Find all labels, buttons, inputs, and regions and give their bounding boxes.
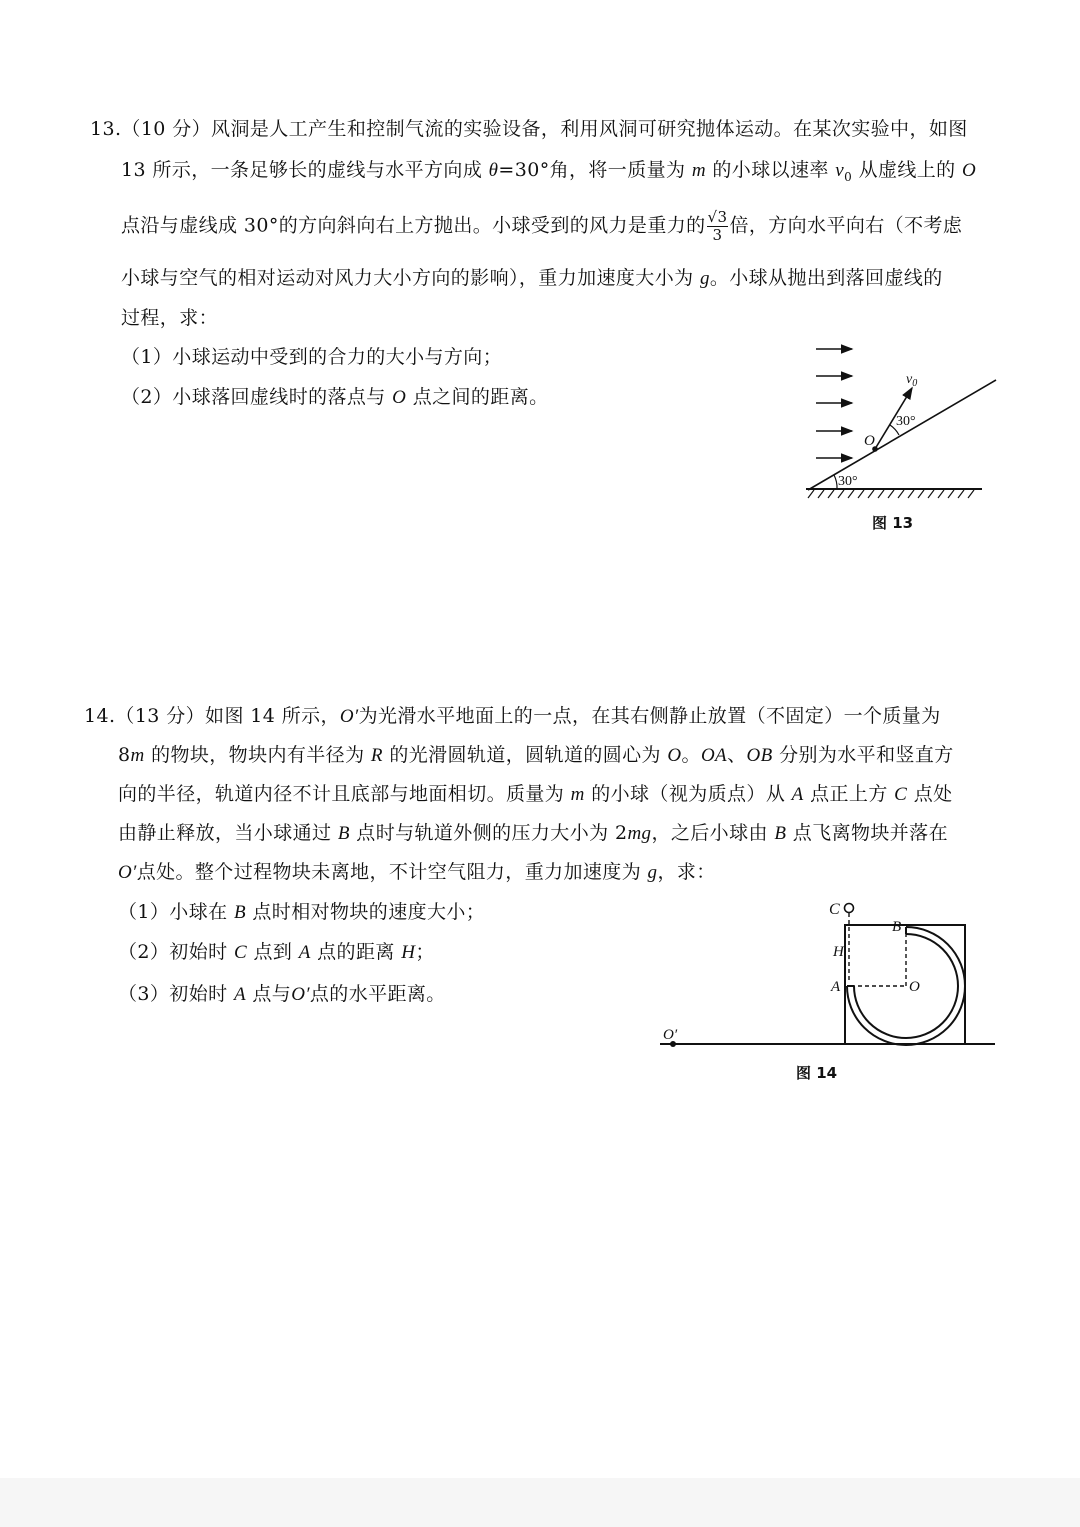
q13-text: 的小球以速率 — [705, 159, 836, 181]
fig14-label-c: C — [829, 901, 840, 918]
q14-sub3-point-oprime: O′ — [291, 984, 310, 1005]
q14-text: 为光滑水平地面上的一点，在其右侧静止放置（不固定）一个质量为 — [358, 705, 941, 727]
q14-subquestion-2 — [118, 939, 435, 966]
q14-sub1-text: （1）小球在 — [118, 901, 234, 923]
q14-point-a: A — [791, 784, 804, 805]
q13-fraction — [707, 209, 729, 244]
fig14-label-a: A — [831, 979, 841, 995]
q13-subquestion-1 — [121, 344, 502, 370]
q14-text: 点处。整个过程物块未离地，不计空气阻力，重力加速度为 — [136, 861, 648, 883]
q14-text: 分别为水平和竖直方 — [772, 744, 954, 766]
q14-sub2-height: H — [401, 942, 416, 963]
fig13-angle-top: 30° — [896, 414, 916, 429]
q14-line-5 — [118, 859, 716, 886]
q13-text: 倍，方向水平向右（不考虑 — [729, 214, 963, 237]
fig14-label-h: H — [833, 944, 844, 960]
angle-arc-bottom — [834, 475, 837, 489]
q14-sub2-text: ； — [415, 941, 435, 963]
q13-text: 13 所示，一条足够长的虚线与水平方向成 — [121, 159, 489, 181]
q13-fraction-den: 3 — [712, 226, 723, 244]
q14-sub2-text: 点到 — [247, 941, 299, 963]
q14-sub3-text: 点的水平距离。 — [309, 983, 446, 1005]
ground-hatching — [808, 490, 974, 498]
q14-text: 由静止释放，当小球通过 — [118, 822, 338, 844]
q13-point-o: O — [962, 160, 977, 181]
q14-text: 的小球（视为质点）从 — [584, 783, 792, 805]
q14-radius-oa: OA — [700, 745, 728, 766]
q14-mass: m — [570, 784, 585, 805]
q14-point-c: C — [894, 784, 908, 805]
q14-text: ，之后小球由 — [651, 822, 775, 844]
q13-sub2-text: 点之间的距离。 — [406, 386, 549, 408]
q13-text: 点沿与虚线成 30°的方向斜向右上方抛出。小球受到的风力是重力的 — [121, 214, 706, 237]
fig13-angle-bottom: 30° — [838, 474, 858, 489]
q13-points: （10 分） — [121, 118, 212, 140]
q14-subquestion-1 — [118, 899, 485, 926]
q13-text: 从虚线上的 — [852, 159, 963, 181]
q13-text: 过程，求： — [121, 307, 219, 329]
q14-point-oprime: O′ — [118, 862, 137, 883]
q14-text: 点处 — [907, 783, 953, 805]
q14-points: （13 分） — [115, 705, 206, 727]
q13-v0: v — [835, 160, 845, 181]
q13-mass: m — [691, 160, 706, 181]
q14-point-oprime: O′ — [339, 706, 359, 727]
q13-v0-sub: 0 — [844, 169, 853, 184]
q13-line-2 — [121, 157, 976, 190]
q14-line-2 — [118, 742, 954, 769]
q14-radius-ob: OB — [746, 745, 773, 766]
q14-point-b: B — [774, 823, 787, 844]
q13-line-5 — [121, 305, 218, 331]
q14-sub3-text: 点与 — [245, 983, 292, 1005]
q14-mass: m — [130, 745, 145, 766]
q13-line-3 — [121, 209, 962, 244]
q13-sub1-text: （1）小球运动中受到的合力的大小与方向； — [121, 346, 503, 368]
q13-line-4 — [121, 265, 943, 292]
q14-text: 。 — [681, 744, 701, 766]
q13-text: 。小球从抛出到落回虚线的 — [709, 267, 943, 289]
fig13-v0-label: $v_0$ — [906, 372, 918, 389]
q14-point-o: O — [667, 745, 682, 766]
page-bottom-band — [0, 1478, 1080, 1527]
ball-at-c — [845, 904, 854, 913]
q14-text: ，求： — [657, 861, 716, 883]
q14-sub3-point-a: A — [233, 984, 246, 1005]
q14-text: 如图 14 所示， — [205, 705, 340, 727]
q13-text: =30°角，将一质量为 — [498, 159, 692, 181]
q14-sub1-text: 点时相对物块的速度大小； — [245, 901, 486, 923]
fig14-label-oprime: O′ — [663, 1027, 678, 1043]
inclined-line — [808, 380, 996, 490]
q13-subquestion-2 — [121, 384, 549, 411]
q14-sub3-text: （3）初始时 — [118, 983, 234, 1005]
q14-number: 14. — [84, 705, 116, 727]
q14-text: 的物块，物块内有半径为 — [144, 744, 371, 766]
q13-g: g — [699, 268, 710, 289]
figure-13 — [800, 335, 1005, 510]
fig14-label-b: B — [892, 919, 902, 935]
q14-sub2-text: （2）初始时 — [118, 941, 234, 963]
q14-mg: mg — [627, 823, 652, 844]
q14-line-1 — [84, 703, 941, 730]
q14-subquestion-3 — [118, 981, 446, 1008]
q14-text: 点正上方 — [803, 783, 895, 805]
figure-14 — [655, 893, 1000, 1055]
q13-line-1 — [90, 116, 968, 142]
q14-text: 8 — [118, 744, 131, 766]
q14-sub2-point-a: A — [298, 942, 311, 963]
q14-radius: R — [370, 745, 383, 766]
fig14-label-o: O — [909, 979, 920, 995]
q13-text: 小球与空气的相对运动对风力大小方向的影响），重力加速度大小为 — [121, 267, 700, 289]
q13-text: 风洞是人工产生和控制气流的实验设备，利用风洞可研究抛体运动。在某次实验中，如图 — [211, 118, 968, 140]
q14-line-3 — [118, 781, 953, 808]
q13-fraction-num: √3 — [707, 208, 728, 226]
q14-sub2-point-c: C — [233, 942, 248, 963]
q13-sub2-text: （2）小球落回虚线时的落点与 — [121, 386, 393, 408]
q14-text: 、 — [727, 744, 747, 766]
q13-theta: θ — [488, 160, 499, 181]
q14-text: 的光滑圆轨道，圆轨道的圆心为 — [382, 744, 668, 766]
q14-point-b: B — [337, 823, 350, 844]
q14-text: 点时与轨道外侧的压力大小为 2 — [349, 822, 628, 844]
q14-sub1-point-b: B — [233, 902, 246, 923]
figure-13-caption: 图 13 — [872, 514, 914, 532]
figure-14-caption: 图 14 — [796, 1064, 838, 1082]
q14-line-4 — [118, 820, 948, 847]
q13-sub2-point-o: O — [392, 387, 407, 408]
q14-text: 向的半径，轨道内径不计且底部与地面相切。质量为 — [118, 783, 571, 805]
q14-g: g — [647, 862, 658, 883]
fig13-point-o: O — [864, 433, 875, 449]
q14-sub2-text: 点的距离 — [310, 941, 402, 963]
q14-text: 点飞离物块并落在 — [786, 822, 948, 844]
q13-number: 13. — [90, 118, 122, 140]
